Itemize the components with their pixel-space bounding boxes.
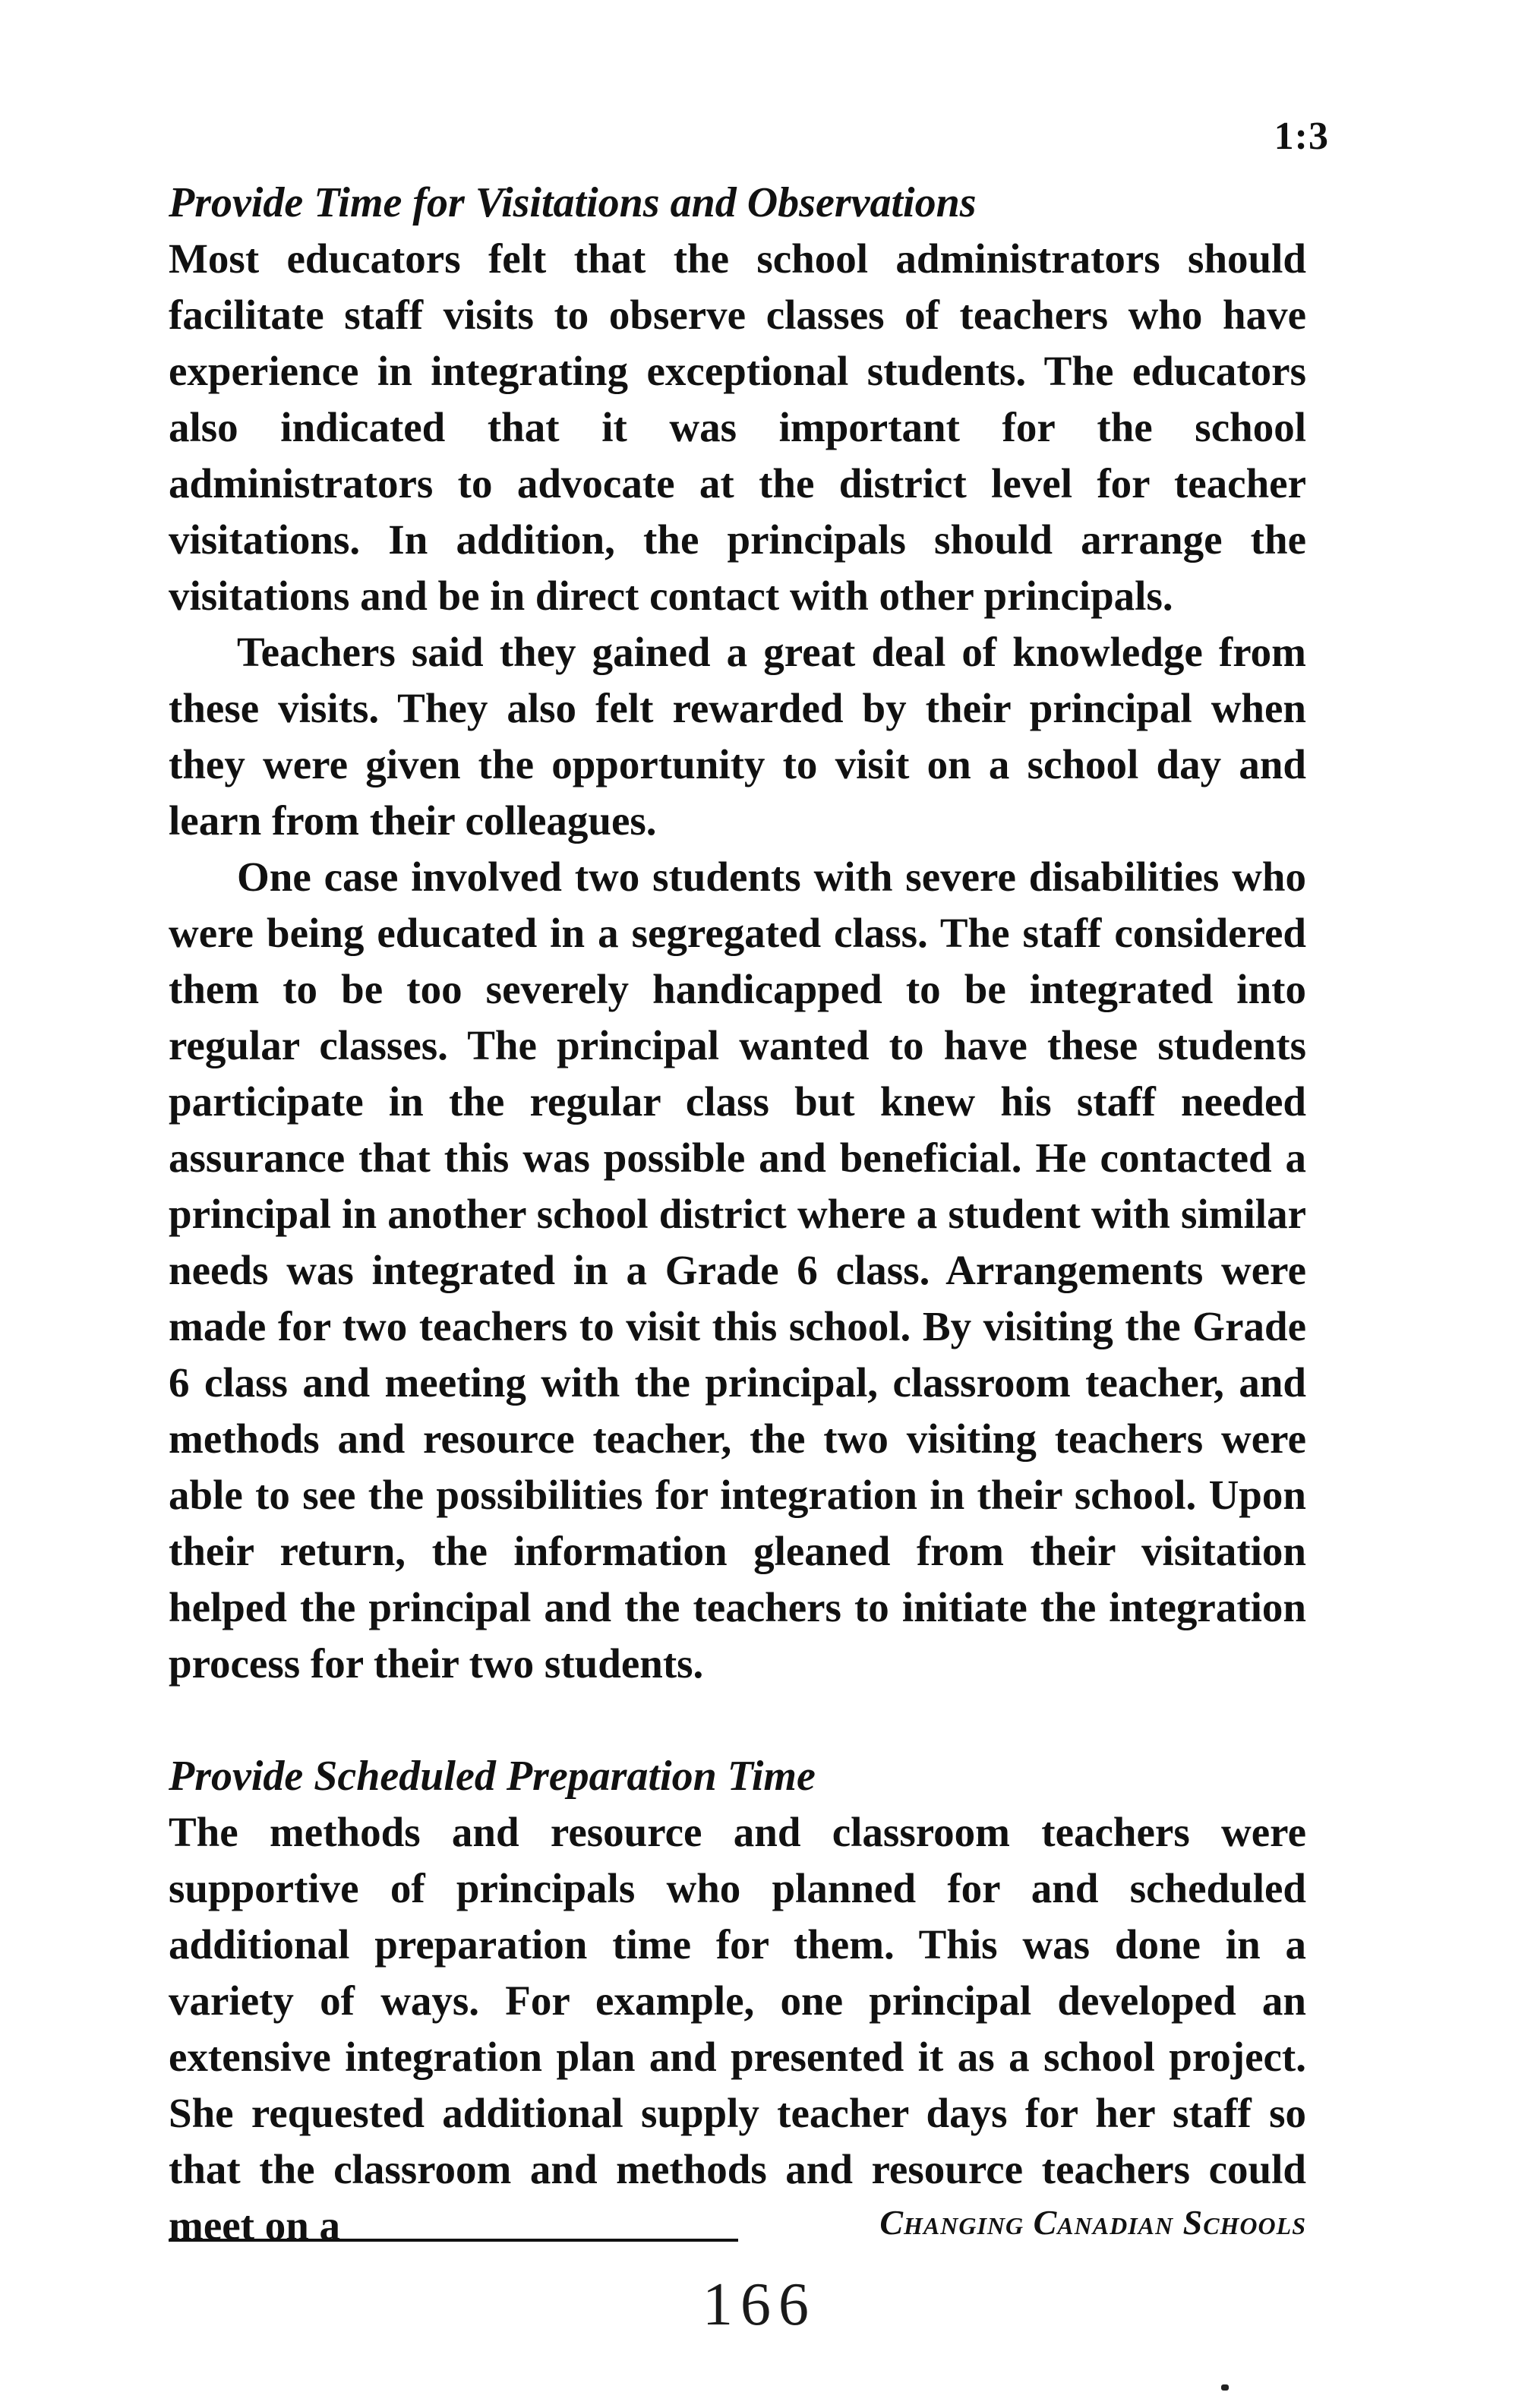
page-number: 1:3 bbox=[1274, 115, 1329, 158]
section-heading-preparation-time: Provide Scheduled Preparation Time bbox=[169, 1753, 816, 1800]
page-footer bbox=[169, 2202, 1306, 2248]
footer-rule bbox=[169, 2239, 738, 2242]
folio-number: 166 bbox=[702, 2271, 816, 2338]
page-body bbox=[169, 175, 1306, 2254]
paragraph: The methods and resource and classroom teachers were supportive of principals who planned for and scheduled additional preparation time for them. This was done in a variety of ways. For example, one principal developed an extensive integration plan and presented it as a school project. She requested additional supply teacher days for her staff so that the classroom and methods and resource teachers could meet on a bbox=[169, 1809, 1306, 2249]
scan-speck bbox=[1221, 2384, 1229, 2391]
paragraph: Teachers said they gained a great deal of knowledge from these visits. They also felt rewarded by their principal when they were given the opportunity to visit on a school day and learn from their colleagues. bbox=[169, 629, 1306, 844]
paragraph: One case involved two students with severe disabilities who were being educated in a segregated class. The staff considered them to be too severely handicapped to be integrated into regular classes. The principal wanted to have these students participate in the regular class but knew his staff needed assurance that this was possible and beneficial. He contacted a principal in another school district where a student with similar needs was integrated in a Grade 6 class. Arrangements were made for two teachers to visit this school. By visiting the Grade 6 class and meeting with the principal, classroom teacher, and methods and resource teacher, the two visiting teachers were able to see the possibilities for integration in their school. Upon their return, the information gleaned from their visitation helped the principal and the teachers to initiate the integration process for their two students. bbox=[169, 854, 1306, 1687]
section-spacer bbox=[169, 1692, 1306, 1748]
section-heading-visitations: Provide Time for Visitations and Observations bbox=[169, 179, 977, 226]
paragraph: Most educators felt that the school administrators should facilitate staff visits to observe classes of teachers who have experience in integrating exceptional students. The educators also indicated that it was important for the school administrators to advocate at the district level for teacher visitations. In addition, the principals should arrange the visitations and be in direct contact with other principals. bbox=[169, 235, 1306, 619]
running-title: Changing Canadian Schools bbox=[879, 2203, 1306, 2242]
